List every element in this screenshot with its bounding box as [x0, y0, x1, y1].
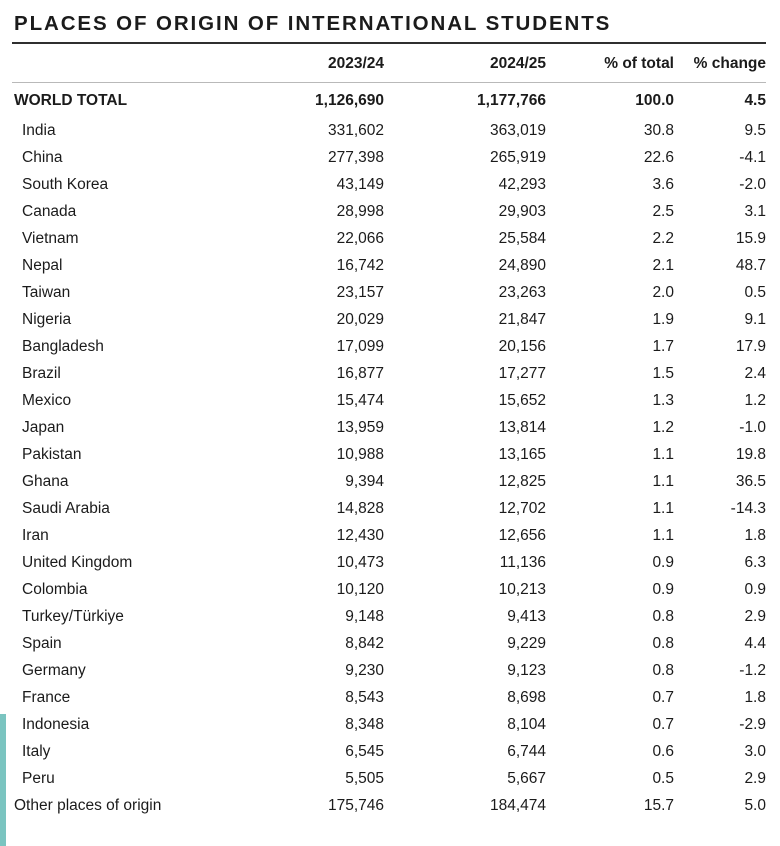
cell-pct-change: 1.2: [744, 391, 766, 409]
cell-pct-of-total: 22.6: [643, 148, 674, 166]
cell-year2: 5,667: [507, 769, 546, 787]
cell-place: Spain: [22, 634, 62, 652]
cell-year2: 12,702: [498, 499, 546, 517]
cell-pct-change: 0.9: [744, 580, 766, 598]
cell-pct-of-total: 0.5: [652, 769, 674, 787]
cell-place: Canada: [22, 202, 77, 220]
table-row-world-total: [12, 83, 766, 118]
cell-pct-of-total: 0.9: [652, 553, 674, 571]
page-title: PLACES OF ORIGIN OF INTERNATIONAL STUDENTS: [14, 12, 612, 35]
cell-pct-of-total: 0.9: [652, 580, 674, 598]
table-row: [12, 765, 766, 792]
cell-year2: 12,656: [498, 526, 546, 544]
cell-year2: 9,229: [507, 634, 546, 652]
table-row: [12, 792, 766, 819]
cell-pct-change: 19.8: [735, 445, 766, 463]
cell-year1: 10,473: [336, 553, 384, 571]
table-row: [12, 117, 766, 144]
table-row: [12, 603, 766, 630]
table-header: [12, 44, 766, 83]
cell-year1: 15,474: [336, 391, 384, 409]
cell-place: Japan: [22, 418, 65, 436]
table-row: [12, 576, 766, 603]
cell-year2: 25,584: [498, 229, 546, 247]
cell-year1: 8,543: [345, 688, 384, 706]
cell-year1: 10,988: [336, 445, 384, 463]
cell-place: Turkey/Türkiye: [22, 607, 124, 625]
table-row: [12, 225, 766, 252]
cell-pct-change: 4.4: [744, 634, 766, 652]
cell-year2: 184,474: [489, 796, 546, 814]
cell-pct-of-total: 1.3: [652, 391, 674, 409]
table-body: [12, 83, 766, 820]
cell-year1: 6,545: [345, 742, 384, 760]
cell-pct-change: -1.0: [739, 418, 766, 436]
cell-year2: 9,123: [507, 661, 546, 679]
cell-pct-change: 17.9: [735, 337, 766, 355]
cell-pct-of-total: 0.6: [652, 742, 674, 760]
cell-year2: 20,156: [498, 337, 546, 355]
cell-year1: 17,099: [336, 337, 384, 355]
cell-year2: 29,903: [498, 202, 546, 220]
cell-pct-change: 3.0: [744, 742, 766, 760]
cell-year1: 16,877: [336, 364, 384, 382]
cell-year2: 1,177,766: [477, 92, 546, 109]
cell-place: Peru: [22, 769, 55, 787]
cell-year1: 8,842: [345, 634, 384, 652]
column-header-pct-of-total: % of total: [546, 44, 674, 83]
cell-place: Taiwan: [22, 283, 71, 301]
cell-place: Ghana: [22, 472, 69, 490]
cell-year1: 5,505: [345, 769, 384, 787]
cell-pct-change: -1.2: [739, 661, 766, 679]
cell-place: United Kingdom: [22, 553, 133, 571]
cell-pct-of-total: 3.6: [652, 175, 674, 193]
cell-year1: 22,066: [336, 229, 384, 247]
cell-pct-of-total: 2.1: [652, 256, 674, 274]
cell-pct-change: 4.5: [744, 92, 766, 109]
table-row: [12, 630, 766, 657]
cell-pct-change: 36.5: [735, 472, 766, 490]
cell-year1: 1,126,690: [315, 92, 384, 109]
cell-pct-change: 5.0: [744, 796, 766, 814]
cell-place: South Korea: [22, 175, 109, 193]
cell-place: Iran: [22, 526, 49, 544]
cell-pct-change: 3.1: [744, 202, 766, 220]
cell-year2: 24,890: [498, 256, 546, 274]
cell-year2: 21,847: [498, 310, 546, 328]
cell-year1: 28,998: [336, 202, 384, 220]
cell-place: Indonesia: [22, 715, 90, 733]
cell-place: Vietnam: [22, 229, 79, 247]
column-header-place: [12, 44, 224, 83]
cell-year1: 175,746: [327, 796, 384, 814]
cell-year2: 13,165: [498, 445, 546, 463]
cell-pct-of-total: 0.8: [652, 607, 674, 625]
cell-pct-of-total: 2.5: [652, 202, 674, 220]
table-row: [12, 360, 766, 387]
table-row: [12, 684, 766, 711]
table-row: [12, 387, 766, 414]
cell-year1: 9,230: [345, 661, 384, 679]
cell-place: Brazil: [22, 364, 61, 382]
table-row: [12, 414, 766, 441]
cell-year1: 14,828: [336, 499, 384, 517]
cell-place: Italy: [22, 742, 51, 760]
table-row: [12, 657, 766, 684]
cell-year2: 10,213: [498, 580, 546, 598]
table-row: [12, 495, 766, 522]
cell-place: Pakistan: [22, 445, 82, 463]
cell-year2: 42,293: [498, 175, 546, 193]
cell-year1: 9,394: [345, 472, 384, 490]
cell-pct-change: -4.1: [739, 148, 766, 166]
cell-pct-of-total: 0.8: [652, 634, 674, 652]
cell-year2: 9,413: [507, 607, 546, 625]
cell-place: Saudi Arabia: [22, 499, 110, 517]
cell-year2: 12,825: [498, 472, 546, 490]
cell-pct-of-total: 2.2: [652, 229, 674, 247]
cell-year2: 363,019: [489, 121, 546, 139]
cell-year1: 12,430: [336, 526, 384, 544]
cell-year2: 17,277: [498, 364, 546, 382]
cell-place: Bangladesh: [22, 337, 104, 355]
cell-pct-change: 6.3: [744, 553, 766, 571]
cell-pct-of-total: 0.7: [652, 688, 674, 706]
cell-year2: 15,652: [498, 391, 546, 409]
cell-pct-change: -2.9: [739, 715, 766, 733]
table-row: [12, 252, 766, 279]
cell-place: Other places of origin: [14, 796, 162, 814]
cell-year1: 10,120: [336, 580, 384, 598]
table-row: [12, 549, 766, 576]
table-row: [12, 171, 766, 198]
cell-year1: 13,959: [336, 418, 384, 436]
cell-year2: 6,744: [507, 742, 546, 760]
places-of-origin-table: [12, 44, 766, 819]
table-row: [12, 198, 766, 225]
cell-pct-of-total: 1.2: [652, 418, 674, 436]
cell-pct-of-total: 0.7: [652, 715, 674, 733]
cell-pct-of-total: 1.1: [652, 499, 674, 517]
cell-year1: 43,149: [336, 175, 384, 193]
cell-pct-change: 48.7: [735, 256, 766, 274]
cell-pct-change: 9.1: [744, 310, 766, 328]
cell-place: Nepal: [22, 256, 63, 274]
cell-place: France: [22, 688, 71, 706]
cell-pct-of-total: 1.1: [652, 472, 674, 490]
cell-pct-change: 15.9: [735, 229, 766, 247]
cell-pct-change: 1.8: [744, 688, 766, 706]
cell-pct-change: 9.5: [744, 121, 766, 139]
cell-pct-change: -14.3: [730, 499, 766, 517]
column-header-pct-change: % change: [674, 44, 766, 83]
cell-year1: 331,602: [327, 121, 384, 139]
accent-bar: [0, 714, 6, 846]
cell-place: China: [22, 148, 63, 166]
table-row: [12, 738, 766, 765]
cell-pct-change: 2.9: [744, 607, 766, 625]
cell-year1: 9,148: [345, 607, 384, 625]
cell-pct-of-total: 1.9: [652, 310, 674, 328]
table-row: [12, 279, 766, 306]
table-row: [12, 333, 766, 360]
cell-place: Nigeria: [22, 310, 72, 328]
cell-year1: 23,157: [336, 283, 384, 301]
column-header-year2: 2024/25: [384, 44, 546, 83]
cell-pct-change: 2.4: [744, 364, 766, 382]
cell-pct-of-total: 1.1: [652, 445, 674, 463]
cell-pct-change: 1.8: [744, 526, 766, 544]
cell-place: Mexico: [22, 391, 72, 409]
cell-place: Colombia: [22, 580, 88, 598]
cell-pct-of-total: 2.0: [652, 283, 674, 301]
cell-place: WORLD TOTAL: [14, 92, 128, 109]
cell-year1: 277,398: [327, 148, 384, 166]
cell-place: Germany: [22, 661, 86, 679]
cell-pct-of-total: 1.1: [652, 526, 674, 544]
table-row: [12, 441, 766, 468]
cell-pct-change: 0.5: [744, 283, 766, 301]
cell-year2: 13,814: [498, 418, 546, 436]
table-row: [12, 306, 766, 333]
cell-pct-of-total: 100.0: [635, 92, 674, 109]
cell-pct-of-total: 0.8: [652, 661, 674, 679]
cell-place: India: [22, 121, 56, 139]
table-row: [12, 522, 766, 549]
cell-year2: 8,698: [507, 688, 546, 706]
cell-year2: 23,263: [498, 283, 546, 301]
cell-pct-change: 2.9: [744, 769, 766, 787]
cell-year1: 8,348: [345, 715, 384, 733]
table-row: [12, 144, 766, 171]
table-row: [12, 711, 766, 738]
cell-pct-of-total: 1.7: [652, 337, 674, 355]
cell-year1: 20,029: [336, 310, 384, 328]
cell-pct-of-total: 15.7: [643, 796, 674, 814]
cell-year2: 11,136: [499, 553, 546, 571]
table-row: [12, 468, 766, 495]
cell-pct-of-total: 1.5: [652, 364, 674, 382]
column-header-year1: 2023/24: [224, 44, 384, 83]
cell-pct-change: -2.0: [739, 175, 766, 193]
table-header-row: [12, 44, 766, 83]
cell-year1: 16,742: [336, 256, 384, 274]
cell-year2: 265,919: [489, 148, 546, 166]
cell-year2: 8,104: [507, 715, 546, 733]
cell-pct-of-total: 30.8: [643, 121, 674, 139]
